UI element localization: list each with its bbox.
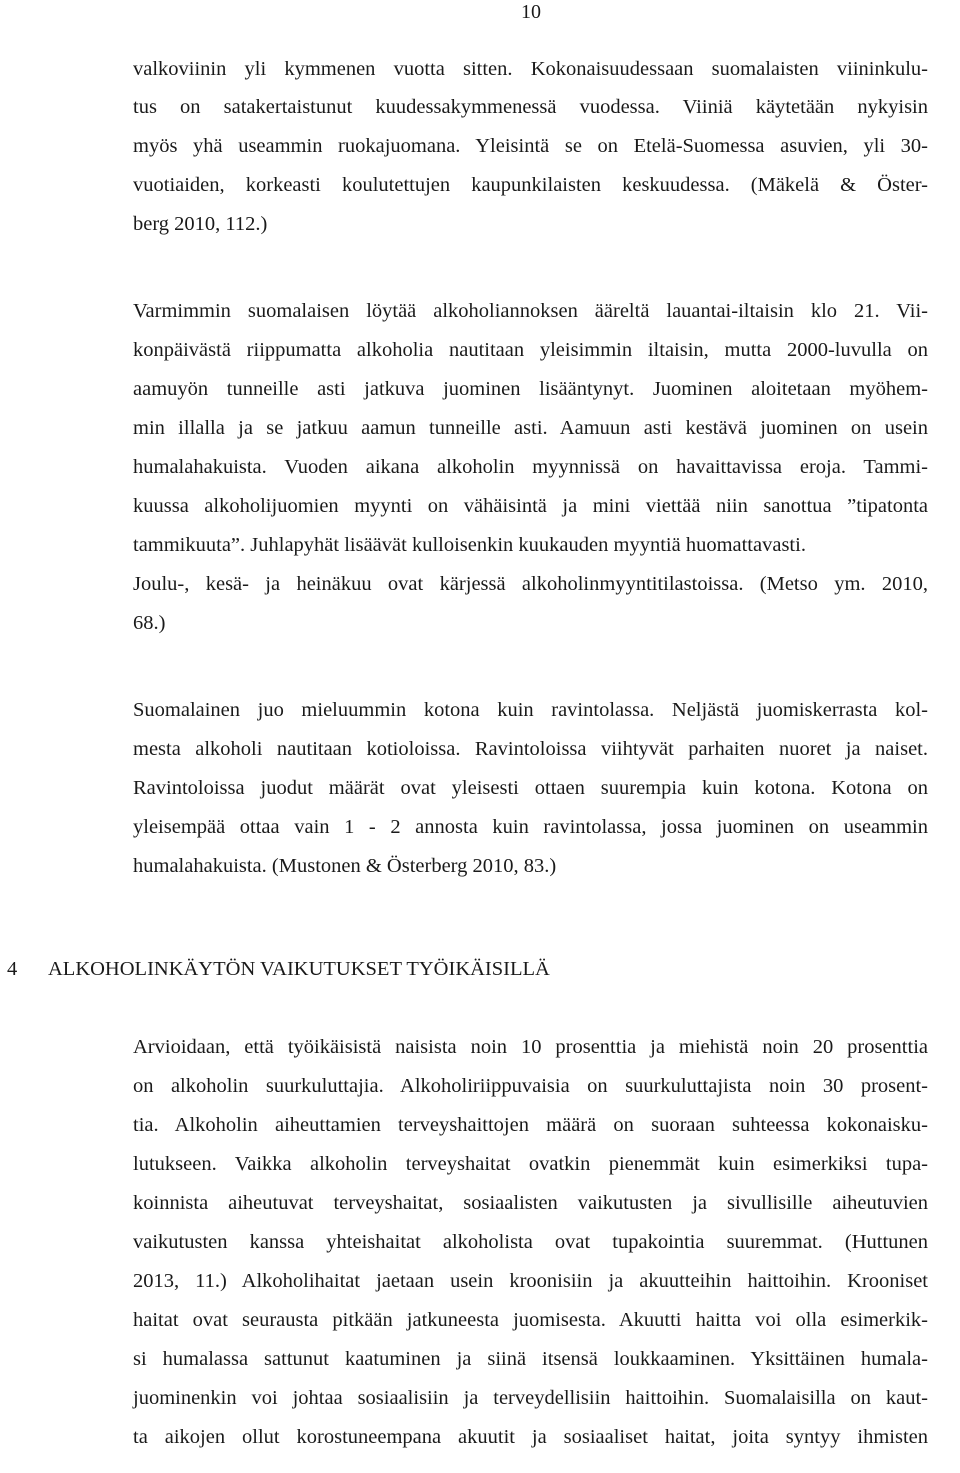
text-line: ta aikojen ollut korostuneempana akuutit ja sosiaaliset haitat, joita syntyy ihmisten: [133, 1426, 928, 1448]
text-line: 2013, 11.) Alkoholihaitat jaetaan usein kroonisiin ja akuutteihin haittoihin. Krooniset: [133, 1270, 928, 1292]
text-line: tus on satakertaistunut kuudessakymmenessä vuodessa. Viiniä käytetään nykyisin: [133, 96, 928, 118]
text-line: berg 2010, 112.): [133, 213, 268, 235]
text-line: valkoviinin yli kymmenen vuotta sitten. Kokonaisuudessaan suomalaisten viininkulu-: [133, 58, 928, 80]
text-line: si humalassa sattunut kaatuminen ja siinä itsensä loukkaaminen. Yksittäinen humala-: [133, 1348, 928, 1370]
text-line: lutukseen. Vaikka alkoholin terveyshaitat ovatkin pienemmät kuin esimerkiksi tupa-: [133, 1153, 928, 1175]
text-line: on alkoholin suurkuluttajia. Alkoholiriippuvaisia on suurkuluttajista noin 30 prosent-: [133, 1075, 928, 1097]
section-number: 4: [7, 958, 18, 980]
text-line: vuotiaiden, korkeasti koulutettujen kaupunkilaisten keskuudessa. (Mäkelä & Öster-: [133, 174, 928, 196]
text-line: juominenkin voi johtaa sosiaalisiin ja terveydellisiin haittoihin. Suomalaisilla on kaut-: [133, 1387, 928, 1409]
text-line: humalahakuista. Vuoden aikana alkoholin myynnissä on havaittavissa eroja. Tammi-: [133, 456, 928, 478]
text-line: Joulu-, kesä- ja heinäkuu ovat kärjessä alkoholinmyyntitilastoissa. (Metso ym. 2010,: [133, 573, 928, 595]
text-line: kuussa alkoholijuomien myynti on vähäisintä ja mini viettää niin sanottua ”tipatonta: [133, 495, 928, 517]
text-line: konpäivästä riippumatta alkoholia nautitaan yleisimmin iltaisin, mutta 2000-luvulla on: [133, 339, 928, 361]
page-number: 10: [521, 1, 541, 23]
text-line: myös yhä useammin ruokajuomana. Yleisintä se on Etelä-Suomessa asuvien, yli 30-: [133, 135, 928, 157]
text-line: vaikutusten kanssa yhteishaitat alkoholista ovat tupakointia suuremmat. (Huttunen: [133, 1231, 928, 1253]
text-line: haitat ovat seurausta pitkään jatkuneesta juomisesta. Akuutti haitta voi olla esimerkik-: [133, 1309, 928, 1331]
text-line: yleisempää ottaa vain 1 - 2 annosta kuin ravintolassa, jossa juominen on useammin: [133, 816, 928, 838]
text-line: min illalla ja se jatkuu aamun tunneille asti. Aamuun asti kestävä juominen on usein: [133, 417, 928, 439]
text-line: humalahakuista. (Mustonen & Österberg 2010, 83.): [133, 855, 557, 877]
text-line: Varmimmin suomalaisen löytää alkoholiannoksen ääreltä lauantai-iltaisin klo 21. Vii-: [133, 300, 928, 322]
text-line: mesta alkoholi nautitaan kotioloissa. Ravintoloissa viihtyvät parhaiten nuoret ja naiset.: [133, 738, 928, 760]
text-line: tia. Alkoholin aiheuttamien terveyshaittojen määrä on suoraan suhteessa kokonaisku-: [133, 1114, 928, 1136]
section-title: ALKOHOLINKÄYTÖN VAIKUTUKSET TYÖIKÄISILLÄ: [48, 958, 550, 980]
text-line: aamuyön tunneille asti jatkuva juominen lisääntynyt. Juominen aloitetaan myöhem-: [133, 378, 928, 400]
text-line: Ravintoloissa juodut määrät ovat yleisesti ottaen suurempia kuin kotona. Kotona on: [133, 777, 928, 799]
text-line: Suomalainen juo mieluummin kotona kuin ravintolassa. Neljästä juomiskerrasta kol-: [133, 699, 928, 721]
text-line: tammikuuta”. Juhlapyhät lisäävät kulloisenkin kuukauden myyntiä huomattavasti.: [133, 534, 806, 556]
text-line: koinnista aiheutuvat terveyshaitat, sosiaalisten vaikutusten ja sivullisille aiheutuvien: [133, 1192, 928, 1214]
text-line: Arvioidaan, että työikäisistä naisista noin 10 prosenttia ja miehistä noin 20 prosenttia: [133, 1036, 928, 1058]
text-line: 68.): [133, 612, 166, 634]
